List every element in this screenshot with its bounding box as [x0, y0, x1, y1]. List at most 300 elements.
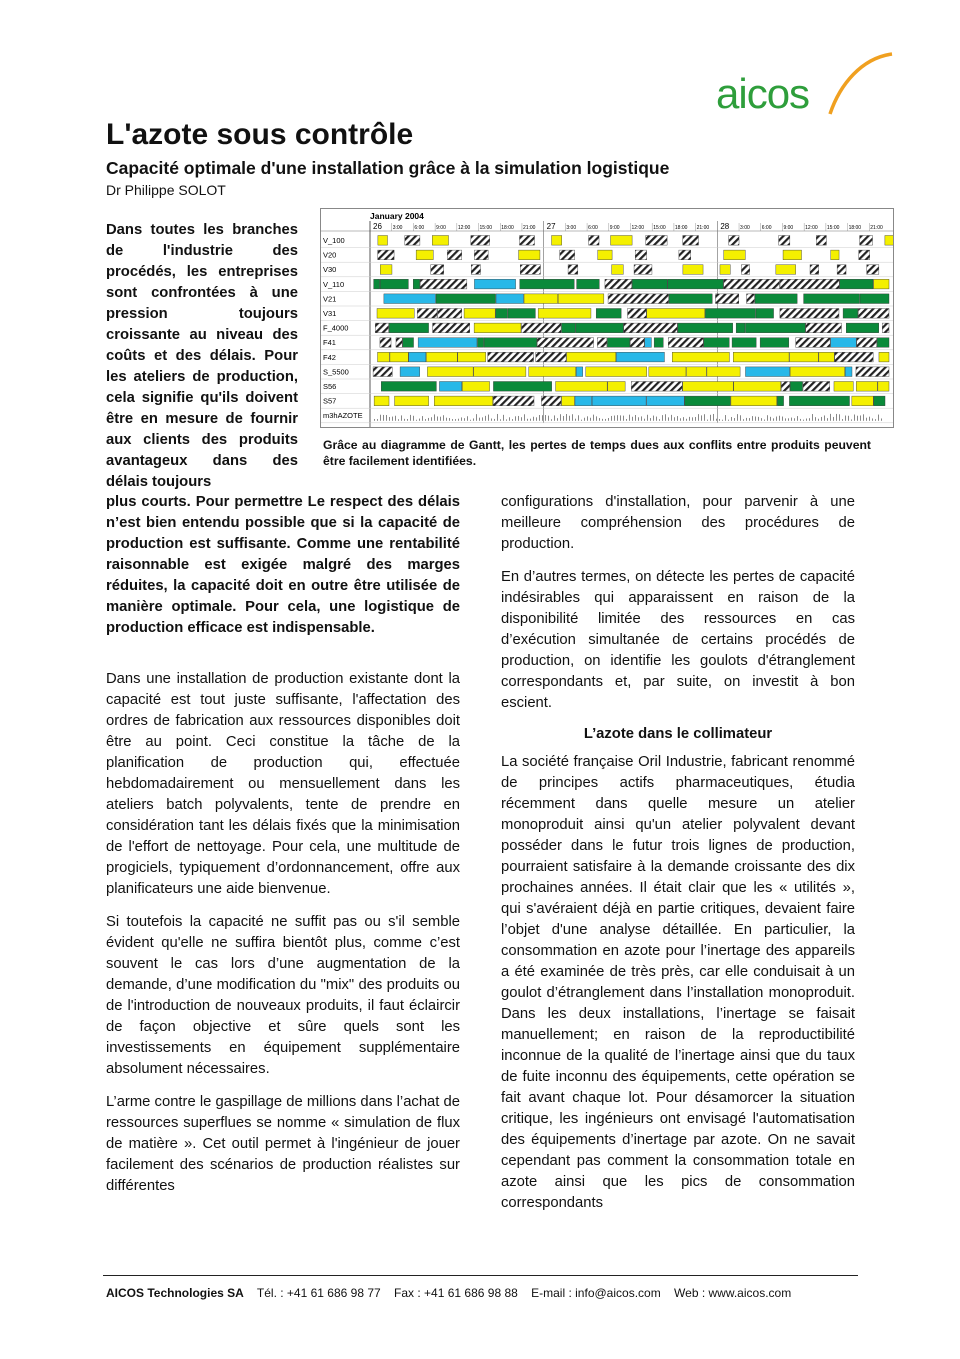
- gantt-bar: [874, 396, 885, 406]
- gantt-usage-bar: [626, 419, 627, 421]
- paragraph: configurations d'installation, pour parvenir à une meilleure compréhension des procédures de production.: [501, 494, 855, 552]
- gantt-bar: [781, 382, 789, 392]
- gantt-bar: [882, 323, 889, 333]
- gantt-usage-bar: [596, 416, 597, 420]
- gantt-bar: [562, 323, 576, 333]
- gantt-time-label: 15:00: [479, 225, 493, 231]
- gantt-usage-bar: [557, 418, 558, 421]
- gantt-usage-bar: [689, 417, 690, 421]
- gantt-usage-bar: [806, 419, 807, 421]
- gantt-usage-bar: [719, 419, 720, 421]
- gantt-bar: [745, 367, 789, 377]
- gantt-usage-bar: [866, 418, 867, 421]
- gantt-bar: [631, 382, 682, 392]
- gantt-bar: [835, 352, 873, 362]
- gantt-bar: [576, 323, 623, 333]
- gantt-bar: [375, 323, 388, 333]
- gantt-time-label: 12:00: [805, 225, 818, 231]
- gantt-usage-bar: [797, 416, 798, 421]
- gantt-bar: [645, 338, 652, 348]
- gantt-usage-bar: [647, 415, 648, 421]
- gantt-bar: [683, 265, 703, 275]
- gantt-bar: [420, 279, 467, 289]
- gantt-usage-bar: [758, 417, 759, 421]
- gantt-time-label: 18:00: [674, 225, 688, 231]
- gantt-bar: [630, 338, 644, 348]
- gantt-usage-bar: [674, 417, 675, 421]
- gantt-bar: [458, 352, 486, 362]
- gantt-usage-bar: [746, 418, 747, 421]
- gantt-bar: [668, 279, 723, 289]
- gantt-bar: [635, 250, 646, 260]
- gantt-bar: [843, 309, 858, 319]
- gantt-day-label: 27: [546, 222, 556, 231]
- gantt-bar: [536, 352, 566, 362]
- article-author: Dr Philippe SOLOT: [106, 182, 226, 198]
- gantt-bar: [683, 382, 734, 392]
- gantt-usage-bar: [440, 417, 441, 421]
- logo-swoosh-icon: [712, 48, 902, 120]
- gantt-bar: [672, 352, 729, 362]
- gantt-bar: [734, 382, 781, 392]
- gantt-time-label: 21:00: [522, 225, 536, 231]
- gantt-usage-bar: [836, 414, 837, 421]
- gantt-row-label: V_100: [323, 236, 345, 245]
- footer-web: Web : www.aicos.com: [674, 1286, 792, 1300]
- gantt-usage-bar: [764, 420, 765, 421]
- gantt-usage-bar: [830, 414, 831, 421]
- gantt-usage-bar: [437, 416, 438, 420]
- gantt-bar: [413, 279, 419, 289]
- gantt-usage-bar: [473, 418, 474, 420]
- gantt-usage-bar: [611, 416, 612, 421]
- gantt-usage-bar: [716, 419, 717, 421]
- gantt-bar: [846, 323, 879, 333]
- gantt-usage-bar: [530, 419, 531, 421]
- gantt-usage-bar: [425, 419, 426, 421]
- gantt-usage-bar: [599, 418, 600, 421]
- gantt-bar: [605, 279, 632, 289]
- gantt-bar: [831, 250, 839, 260]
- gantt-bar: [715, 294, 738, 304]
- gantt-bar: [389, 323, 429, 333]
- gantt-usage-bar: [752, 416, 753, 421]
- article-title: L'azote sous contrôle: [106, 118, 414, 151]
- gantt-bar: [586, 367, 647, 377]
- footer-divider: [103, 1275, 858, 1276]
- gantt-usage-bar: [494, 419, 495, 421]
- gantt-bar: [683, 236, 699, 246]
- gantt-bar: [729, 236, 739, 246]
- gantt-bar: [624, 323, 678, 333]
- gantt-usage-bar: [659, 419, 660, 421]
- gantt-bar: [779, 236, 790, 246]
- gantt-bar: [447, 250, 461, 260]
- gantt-usage-bar: [566, 414, 567, 421]
- gantt-usage-bar: [515, 416, 516, 420]
- gantt-bar: [537, 338, 593, 348]
- gantt-usage-bar: [554, 415, 555, 420]
- gantt-bar: [679, 250, 691, 260]
- gantt-bar: [756, 309, 774, 319]
- gantt-bar: [568, 265, 578, 275]
- gantt-bar: [776, 265, 796, 275]
- gantt-bar: [520, 236, 535, 246]
- gantt-bar: [705, 309, 755, 319]
- gantt-usage-bar: [449, 418, 450, 421]
- gantt-bar: [607, 338, 629, 348]
- gantt-usage-bar: [818, 419, 819, 421]
- gantt-day-label: 28: [720, 222, 730, 231]
- gantt-bar: [529, 367, 576, 377]
- gantt-bar: [575, 396, 592, 406]
- gantt-usage-bar: [503, 415, 504, 421]
- gantt-bar: [686, 367, 706, 377]
- gantt-bar: [852, 396, 873, 406]
- gantt-bar: [496, 309, 508, 319]
- gantt-time-label: 9:00: [609, 225, 620, 231]
- gantt-usage-bar: [398, 419, 399, 421]
- gantt-usage-bar: [833, 417, 834, 421]
- gantt-bar: [400, 367, 420, 377]
- gantt-usage-bar: [524, 414, 525, 421]
- gantt-usage-bar: [587, 416, 588, 420]
- logo-wordmark: aicos: [716, 70, 810, 117]
- gantt-usage-bar: [791, 418, 792, 421]
- gantt-usage-bar: [521, 417, 522, 421]
- article-subtitle: Capacité optimale d'une installation grâce à la simulation logistique: [106, 158, 670, 178]
- gantt-usage-bar: [590, 418, 591, 421]
- gantt-bar: [611, 236, 633, 246]
- gantt-bar: [831, 338, 857, 348]
- gantt-usage-bar: [776, 417, 777, 421]
- gantt-bar: [704, 338, 729, 348]
- gantt-usage-bar: [509, 417, 510, 421]
- gantt-usage-bar: [539, 415, 540, 421]
- paragraph: En d’autres termes, on détecte les pertes de capacité indésirables qui apparaissent en raison de la disponibilité limitée des ressources en cas d’exécution simultanée de certains procédés de production, on identifie les goulots d'étranglement correspondants et, par suite, on investit à bon escient.: [501, 569, 855, 711]
- gantt-bar: [628, 309, 647, 319]
- gantt-usage-bar: [803, 420, 804, 421]
- gantt-usage-bar: [686, 419, 687, 421]
- gantt-usage-bar: [698, 414, 699, 421]
- gantt-usage-bar: [773, 418, 774, 420]
- gantt-bar: [647, 396, 685, 406]
- gantt-time-label: 6:00: [588, 225, 598, 231]
- gantt-bar: [803, 382, 830, 392]
- gantt-usage-bar: [731, 417, 732, 421]
- gantt-usage-bar: [512, 419, 513, 421]
- gantt-usage-bar: [809, 418, 810, 421]
- gantt-usage-bar: [722, 420, 723, 421]
- gantt-bar: [520, 279, 574, 289]
- gantt-bar: [597, 338, 606, 348]
- gantt-usage-bar: [629, 415, 630, 421]
- gantt-usage-bar: [485, 416, 486, 421]
- gantt-bar: [780, 309, 839, 319]
- gantt-bar: [520, 265, 540, 275]
- gantt-bar: [374, 279, 380, 289]
- gantt-usage-bar: [602, 419, 603, 421]
- gantt-usage-bar: [851, 419, 852, 420]
- gantt-bar: [857, 338, 877, 348]
- gantt-bar: [668, 338, 703, 348]
- gantt-usage-bar: [767, 415, 768, 421]
- gantt-usage-bar: [707, 420, 708, 421]
- gantt-bar: [493, 382, 551, 392]
- gantt-bar: [724, 279, 780, 289]
- gantt-bar: [474, 323, 521, 333]
- gantt-usage-bar: [431, 417, 432, 421]
- paragraph: La société française Oril Industrie, fabricant renommé de principes actifs pharmaceutiques, étudia récemment dans quelle mesure un atelier monoproduit ainsi qu'un atelier polyvalent devant posséder dans le futur trois lignes de production, pourraient satisfaire à la demande croissante des dix prochaines années. Il était clair que les « utilités », qui s'avéraient déjà en partie critiques, devaient faire l’objet d'une analyse détaillée. En particulier, la consommation en azote pour l’inertage des appareils a été examinée de très près, car elle conduisait à un goulot d’étranglement dans l’installation monoproduit. Dans les deux installations, l’inertage se faisait manuellement; en raison de la reproductibilité inconnue de la qualité de l’inertage ainsi que du taux de fuite inconnu des équipements, cette opération se fait avant chaque lot. Pour désamorcer la situation critique, les ingénieurs ont envisagé l'automatisation des équipements d’inertage par azote. On ne savait cependant pas comment la consommation totale en azote ainsi que les pics de consommation correspondants: [501, 754, 855, 1211]
- gantt-bar: [519, 250, 540, 260]
- gantt-usage-bar: [548, 416, 549, 421]
- gantt-row-label: V20: [323, 250, 337, 260]
- gantt-bar: [471, 265, 480, 275]
- gantt-bar: [427, 367, 473, 377]
- gantt-usage-bar: [848, 416, 849, 421]
- gantt-usage-bar: [620, 415, 621, 420]
- gantt-usage-bar: [386, 415, 387, 421]
- gantt-usage-bar: [392, 417, 393, 421]
- gantt-bar: [418, 338, 477, 348]
- gantt-bar: [736, 323, 745, 333]
- gantt-usage-bar: [644, 419, 645, 421]
- gantt-usage-bar: [650, 418, 651, 421]
- gantt-usage-bar: [614, 416, 615, 421]
- footer: [106, 1286, 866, 1300]
- right-column: [501, 492, 855, 1226]
- gantt-bar: [378, 236, 388, 246]
- gantt-bar: [439, 382, 461, 392]
- gantt-usage-bar: [428, 418, 429, 421]
- gantt-usage-bar: [713, 414, 714, 421]
- gantt-usage-bar: [770, 417, 771, 421]
- gantt-usage-bar: [461, 417, 462, 420]
- gantt-usage-bar: [497, 414, 498, 421]
- intro-text-part2: plus courts. Pour permettre Le respect des délais n’est bien entendu possible que si la capacité de production est suffisante. Comme une rentabilité raisonnable est exigée malgré des marges réduites, la capacité doit en outre être utilisée de manière optimale. Pour cela, une logistique de production efficace est indispensable.: [106, 494, 460, 636]
- gantt-usage-bar: [683, 417, 684, 421]
- gantt-bar: [405, 236, 420, 246]
- gantt-bar: [777, 396, 783, 406]
- gantt-usage-bar: [458, 419, 459, 421]
- gantt-usage-bar: [761, 418, 762, 421]
- gantt-usage-bar: [560, 414, 561, 421]
- gantt-bar: [760, 338, 789, 348]
- gantt-time-label: 21:00: [870, 225, 883, 231]
- gantt-usage-bar: [623, 416, 624, 421]
- gantt-bar: [417, 309, 437, 319]
- gantt-time-label: 9:00: [436, 225, 446, 231]
- gantt-usage-bar: [815, 417, 816, 421]
- gantt-bar: [592, 396, 646, 406]
- gantt-bar: [789, 396, 849, 406]
- gantt-bar: [783, 250, 801, 260]
- gantt-bar: [598, 250, 612, 260]
- gantt-usage-bar: [605, 419, 606, 421]
- gantt-usage-bar: [533, 417, 534, 421]
- gantt-bar: [678, 323, 733, 333]
- gantt-bar: [867, 265, 879, 275]
- gantt-bar: [654, 338, 663, 348]
- gantt-bar: [552, 236, 562, 246]
- gantt-row-label: S56: [323, 382, 337, 391]
- gantt-chart-figure: [320, 208, 894, 428]
- gantt-bar: [416, 250, 433, 260]
- gantt-usage-bar: [749, 418, 750, 421]
- gantt-usage-bar: [374, 419, 375, 421]
- gantt-time-label: 3:00: [566, 225, 577, 231]
- paragraph: Si toutefois la capacité ne suffit pas ou s'il semble évident qu'elle ne suffira bientôt plus, comme c’est souvent le cas lors d’une augmentation de la demande, d’une modification du "mix" des produits ou de l'introduction de nouveaux produits, il faut éclaircir de façon objective et sûre quels sont les investissements en équipement supplémentaire absolument nécessaires.: [106, 914, 460, 1077]
- gantt-usage-bar: [422, 416, 423, 421]
- gantt-usage-bar: [413, 416, 414, 421]
- footer-fax: Fax : +41 61 686 98 88: [394, 1286, 518, 1300]
- gantt-usage-bar: [839, 414, 840, 420]
- gantt-bar: [560, 250, 575, 260]
- gantt-bar: [409, 352, 426, 362]
- gantt-bar: [608, 382, 625, 392]
- gantt-usage-bar: [443, 415, 444, 421]
- gantt-bar: [878, 382, 889, 392]
- gantt-usage-bar: [857, 416, 858, 421]
- gantt-bar: [521, 323, 561, 333]
- gantt-bar: [810, 265, 819, 275]
- gantt-bar: [874, 279, 889, 289]
- gantt-usage-bar: [740, 415, 741, 421]
- gantt-bar: [577, 279, 600, 289]
- gantt-bar: [685, 396, 731, 406]
- gantt-usage-bar: [389, 417, 390, 421]
- gantt-bar: [589, 236, 599, 246]
- gantt-usage-bar: [455, 419, 456, 421]
- gantt-usage-bar: [488, 415, 489, 421]
- gantt-bar: [859, 250, 870, 260]
- gantt-bar: [632, 279, 667, 289]
- gantt-bar: [707, 367, 740, 377]
- gantt-usage-bar: [479, 418, 480, 421]
- gantt-bar: [562, 396, 575, 406]
- gantt-usage-bar: [842, 419, 843, 421]
- gantt-usage-bar: [635, 415, 636, 421]
- gantt-usage-bar: [470, 420, 471, 421]
- gantt-bar: [790, 382, 802, 392]
- gantt-row-label: m3hAZOTE: [323, 411, 363, 421]
- gantt-usage-bar: [785, 418, 786, 420]
- gantt-usage-bar: [578, 415, 579, 421]
- gantt-bar: [837, 265, 846, 275]
- gantt-bar: [596, 309, 621, 319]
- gantt-bar: [780, 279, 839, 289]
- gantt-bar: [395, 396, 429, 406]
- gantt-bar: [464, 309, 495, 319]
- gantt-usage-bar: [755, 417, 756, 421]
- gantt-bar: [567, 352, 616, 362]
- gantt-usage-bar: [860, 415, 861, 420]
- gantt-row-label: V31: [323, 309, 337, 318]
- gantt-usage-bar: [854, 414, 855, 420]
- gantt-usage-bar: [476, 414, 477, 421]
- gantt-bar: [845, 367, 852, 377]
- gantt-bar: [649, 367, 686, 377]
- gantt-bar: [732, 338, 756, 348]
- gantt-bar: [669, 294, 712, 304]
- gantt-row-label: F_4000: [323, 323, 349, 333]
- gantt-usage-bar: [728, 420, 729, 421]
- gantt-bar: [426, 352, 457, 362]
- gantt-row-label: F42: [323, 352, 336, 362]
- gantt-usage-bar: [404, 419, 405, 421]
- gantt-bar: [856, 367, 889, 377]
- gantt-usage-bar: [704, 414, 705, 421]
- gantt-bar: [612, 265, 624, 275]
- gantt-bar: [488, 352, 534, 362]
- gantt-bar: [731, 396, 777, 406]
- gantt-chart: [321, 209, 893, 427]
- gantt-usage-bar: [662, 415, 663, 421]
- gantt-bar: [474, 367, 526, 377]
- gantt-bar: [576, 367, 582, 377]
- figure-caption: Grâce au diagramme de Gantt, les pertes de temps dues aux conflits entre produits peuvent être facilement identifiées.: [323, 438, 871, 468]
- paragraph: L’arme contre le gaspillage de millions dans l’achat de ressources superflues se nomme « simulation de flux de matière ». Cet outil permet à l'ingénieur de jouer facilement des scénarios de production réalistes sur différentes: [106, 1094, 460, 1194]
- gantt-bar: [790, 367, 845, 377]
- gantt-usage-bar: [641, 416, 642, 420]
- gantt-bar: [524, 294, 558, 304]
- footer-company: AICOS Technologies SA: [106, 1286, 244, 1300]
- gantt-bar: [434, 396, 492, 406]
- gantt-time-label: 15:00: [826, 225, 840, 231]
- gantt-bar: [806, 323, 842, 333]
- gantt-bar: [396, 338, 402, 348]
- gantt-usage-bar: [827, 418, 828, 421]
- left-column: [106, 669, 460, 1209]
- gantt-bar: [378, 352, 390, 362]
- gantt-time-label: 18:00: [848, 225, 862, 231]
- gantt-time-label: 3:00: [392, 225, 403, 231]
- gantt-usage-bar: [500, 419, 501, 420]
- gantt-bar: [856, 382, 877, 392]
- gantt-time-label: 15:00: [653, 225, 666, 231]
- gantt-bar: [380, 338, 391, 348]
- gantt-usage-bar: [632, 417, 633, 421]
- gantt-usage-bar: [800, 419, 801, 421]
- gantt-bar: [741, 265, 749, 275]
- gantt-usage-bar: [617, 415, 618, 421]
- gantt-bar: [438, 309, 462, 319]
- section-heading: L’azote dans le collimateur: [583, 726, 773, 742]
- gantt-usage-bar: [872, 418, 873, 420]
- gantt-usage-bar: [569, 416, 570, 421]
- gantt-usage-bar: [491, 418, 492, 420]
- gantt-usage-bar: [452, 419, 453, 421]
- gantt-usage-bar: [725, 415, 726, 421]
- gantt-usage-bar: [881, 418, 882, 420]
- gantt-row-label: S57: [323, 396, 337, 406]
- gantt-bar: [860, 236, 873, 246]
- gantt-usage-bar: [593, 415, 594, 421]
- gantt-time-label: 21:00: [696, 225, 710, 231]
- gantt-bar: [745, 323, 805, 333]
- gantt-usage-bar: [821, 417, 822, 421]
- gantt-bar: [634, 265, 652, 275]
- gantt-bar: [390, 352, 408, 362]
- gantt-bar: [796, 338, 830, 348]
- gantt-bar: [608, 294, 668, 304]
- gantt-bar: [381, 382, 436, 392]
- gantt-bar: [384, 294, 436, 304]
- gantt-row-label: V_110: [323, 279, 345, 289]
- gantt-bar: [819, 352, 834, 362]
- intro-text-part1: Dans toutes les branches de l'industrie des procédés, les entreprises sont confrontées à une pression toujours croissante au niveau des coûts et des délais. Pour les ateliers de production, cela signifie qu'ils doivent être en mesure de fournir aux clients des produits avantageux dans des délais toujours: [106, 222, 298, 490]
- gantt-usage-bar: [575, 419, 576, 421]
